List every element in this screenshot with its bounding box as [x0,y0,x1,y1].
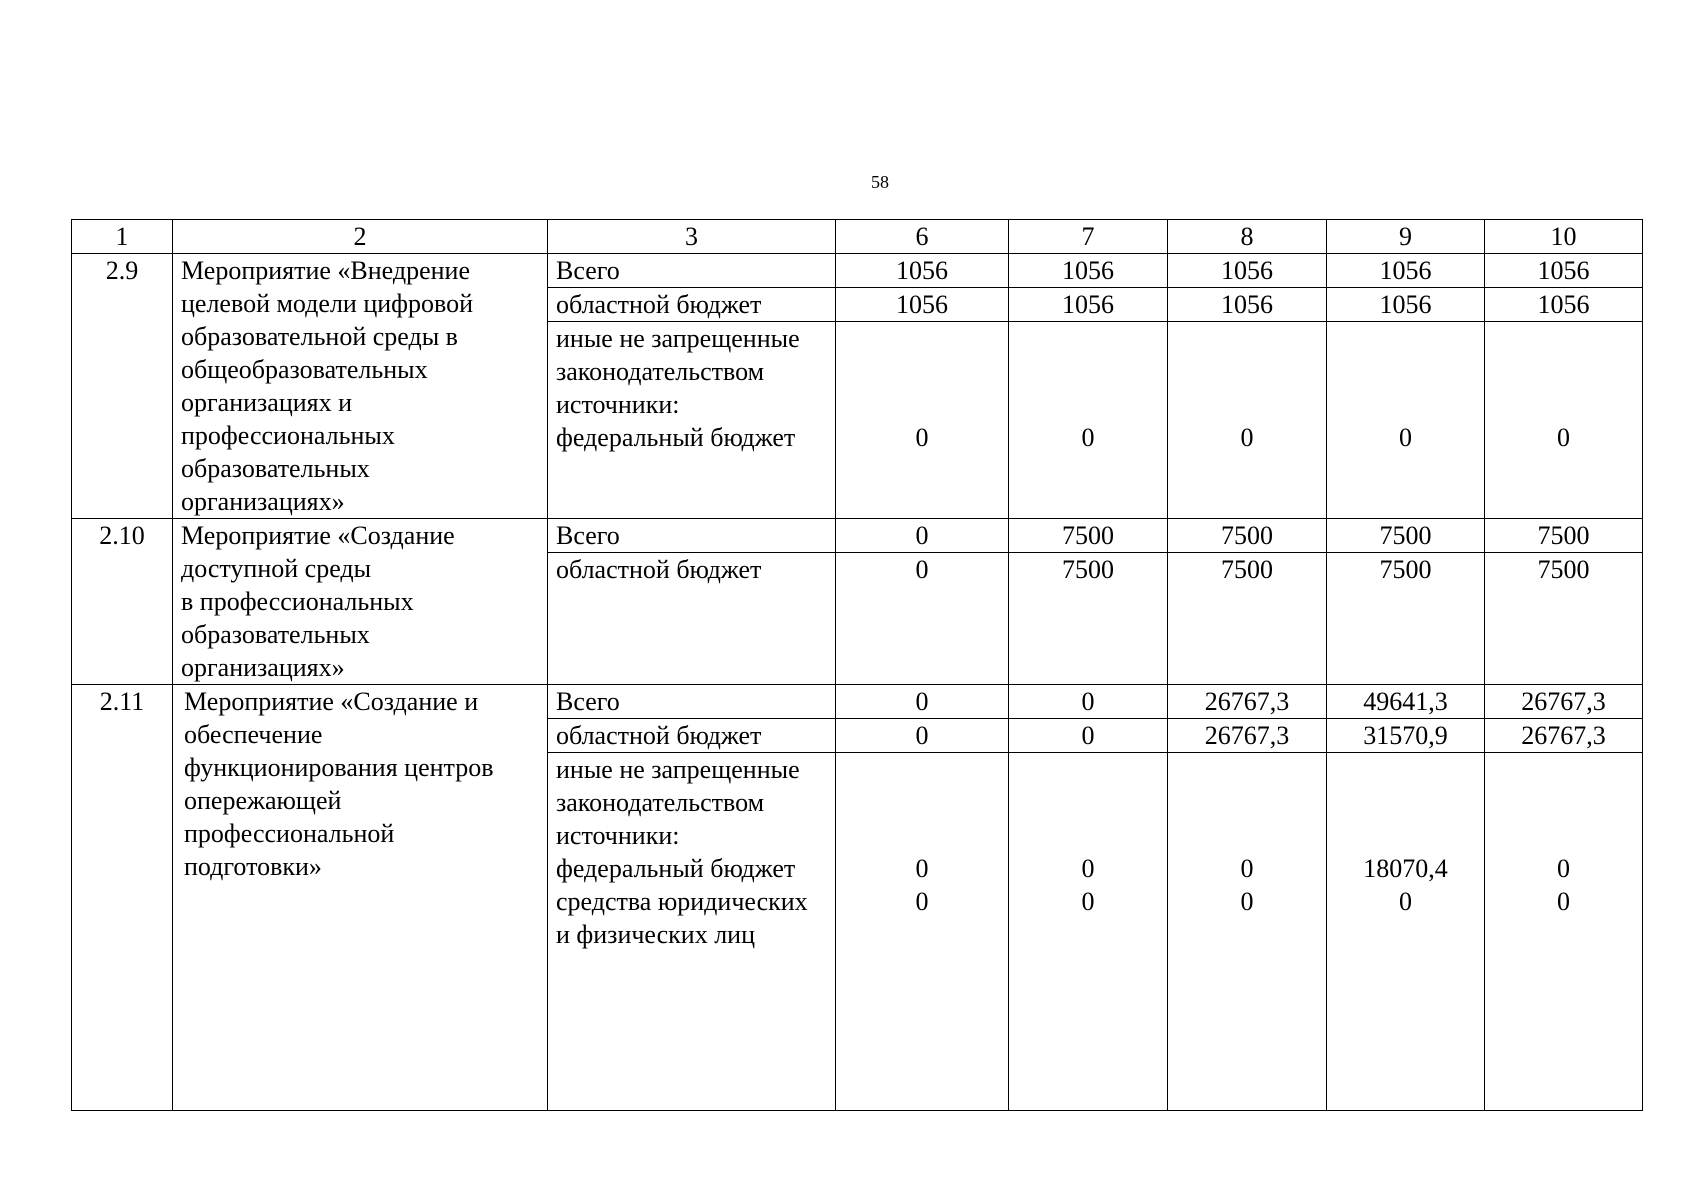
item-name-line: Мероприятие «Создание [181,521,455,550]
value-cell: 1056 [1485,254,1643,288]
value: 0 [1557,887,1570,916]
header-cell: 6 [836,220,1009,254]
item-name-line: Мероприятие «Создание и [184,687,479,716]
value-cell: 7500 [1327,519,1485,553]
source-label-line: иные не запрещенные [556,755,800,784]
value-cell: 0 [1009,685,1168,719]
value-cell: 0 [836,553,1009,685]
source-label-line: федеральный бюджет [556,423,796,453]
value-cell: 7500 [1009,519,1168,553]
budget-table [71,219,1643,1111]
value-cell [836,753,1009,1111]
source-label-line: средства юридических [556,887,808,916]
value: 0 [1399,887,1412,916]
source-label: областной бюджет [548,288,836,322]
header-cell: 1 [72,220,173,254]
value: 0 [1557,854,1570,883]
value-cell [1485,322,1643,519]
item-name-line: образовательных [181,620,370,649]
value: 0 [915,854,929,883]
header-cell: 7 [1009,220,1168,254]
value: 0 [1399,423,1412,453]
value: 0 [915,423,929,453]
value-cell: 1056 [1168,288,1327,322]
header-cell: 8 [1168,220,1327,254]
table-row [72,519,1643,553]
source-label-line: источники: [556,821,680,850]
source-label: Всего [548,519,836,553]
value-cell: 0 [836,719,1009,753]
item-name-line: функционирования центров [184,753,494,782]
value-cell [1009,322,1168,519]
value-cell: 1056 [1009,288,1168,322]
source-label [548,322,836,519]
item-number: 2.10 [72,519,173,685]
value-cell: 7500 [1009,553,1168,685]
value-cell: 31570,9 [1327,719,1485,753]
source-label: областной бюджет [548,553,836,685]
source-label: Всего [548,254,836,288]
item-name-line: организациях» [181,653,345,682]
item-number: 2.11 [72,685,173,1111]
source-label-line: законодательством [556,357,765,387]
source-label-line: и физических лиц [556,920,756,949]
value-cell: 1056 [1009,254,1168,288]
value-cell [1009,753,1168,1111]
value-cell [1168,753,1327,1111]
source-label-line: источники: [556,390,680,420]
value-cell: 7500 [1168,553,1327,685]
source-label-line: иные не запрещенные [556,324,800,354]
source-label [548,753,836,1111]
value-cell: 0 [836,685,1009,719]
item-name-line: Мероприятие «Внедрение [181,256,471,285]
item-name [173,685,548,1111]
value-cell: 49641,3 [1327,685,1485,719]
item-name-line: организациях и [181,388,353,417]
source-label: областной бюджет [548,719,836,753]
item-number: 2.9 [72,254,173,519]
item-name-line: профессиональной [184,819,395,848]
value-cell: 7500 [1327,553,1485,685]
item-name-line: опережающей [184,786,342,815]
value-cell: 1056 [1485,288,1643,322]
item-name-line: образовательных [181,454,370,483]
item-name-line: целевой модели цифровой [181,289,474,318]
value-cell: 1056 [1327,288,1485,322]
value-cell: 7500 [1485,553,1643,685]
item-name-line: организациях» [181,487,345,516]
value: 0 [1081,887,1095,916]
value: 0 [1240,887,1254,916]
item-name-line: образовательной среды в [181,322,458,351]
source-label-line: федеральный бюджет [556,854,796,883]
value: 0 [1557,423,1570,453]
value-cell [1485,753,1643,1111]
item-name-line: доступной среды [181,554,372,583]
value: 0 [1240,423,1254,453]
table-row [72,254,1643,288]
value-cell: 26767,3 [1168,719,1327,753]
value-cell [836,322,1009,519]
item-name [173,254,548,519]
value-cell: 1056 [836,254,1009,288]
source-label-line: законодательством [556,788,765,817]
header-cell: 10 [1485,220,1643,254]
item-name-line: подготовки» [184,852,322,881]
header-row [72,220,1643,254]
value-cell: 1056 [1327,254,1485,288]
item-name-line: общеобразовательных [181,355,428,384]
value-cell: 0 [836,519,1009,553]
value-cell [1327,322,1485,519]
table-row [72,685,1643,719]
value: 0 [1081,423,1095,453]
header-cell: 3 [548,220,836,254]
page-number: 58 [871,172,889,192]
value: 0 [1081,854,1095,883]
value-cell: 7500 [1485,519,1643,553]
value-cell: 1056 [1168,254,1327,288]
item-name-line: в профессиональных [181,587,414,616]
item-name-line: обеспечение [184,720,323,749]
value: 0 [1240,854,1254,883]
source-label: Всего [548,685,836,719]
value-cell [1327,753,1485,1111]
value: 0 [915,887,929,916]
value: 18070,4 [1363,854,1448,883]
value-cell: 0 [1009,719,1168,753]
item-name-line: профессиональных [181,421,395,450]
header-cell: 9 [1327,220,1485,254]
value-cell: 7500 [1168,519,1327,553]
value-cell: 1056 [836,288,1009,322]
value-cell: 26767,3 [1485,685,1643,719]
value-cell: 26767,3 [1168,685,1327,719]
value-cell: 26767,3 [1485,719,1643,753]
item-name [173,519,548,685]
header-cell: 2 [173,220,548,254]
value-cell [1168,322,1327,519]
